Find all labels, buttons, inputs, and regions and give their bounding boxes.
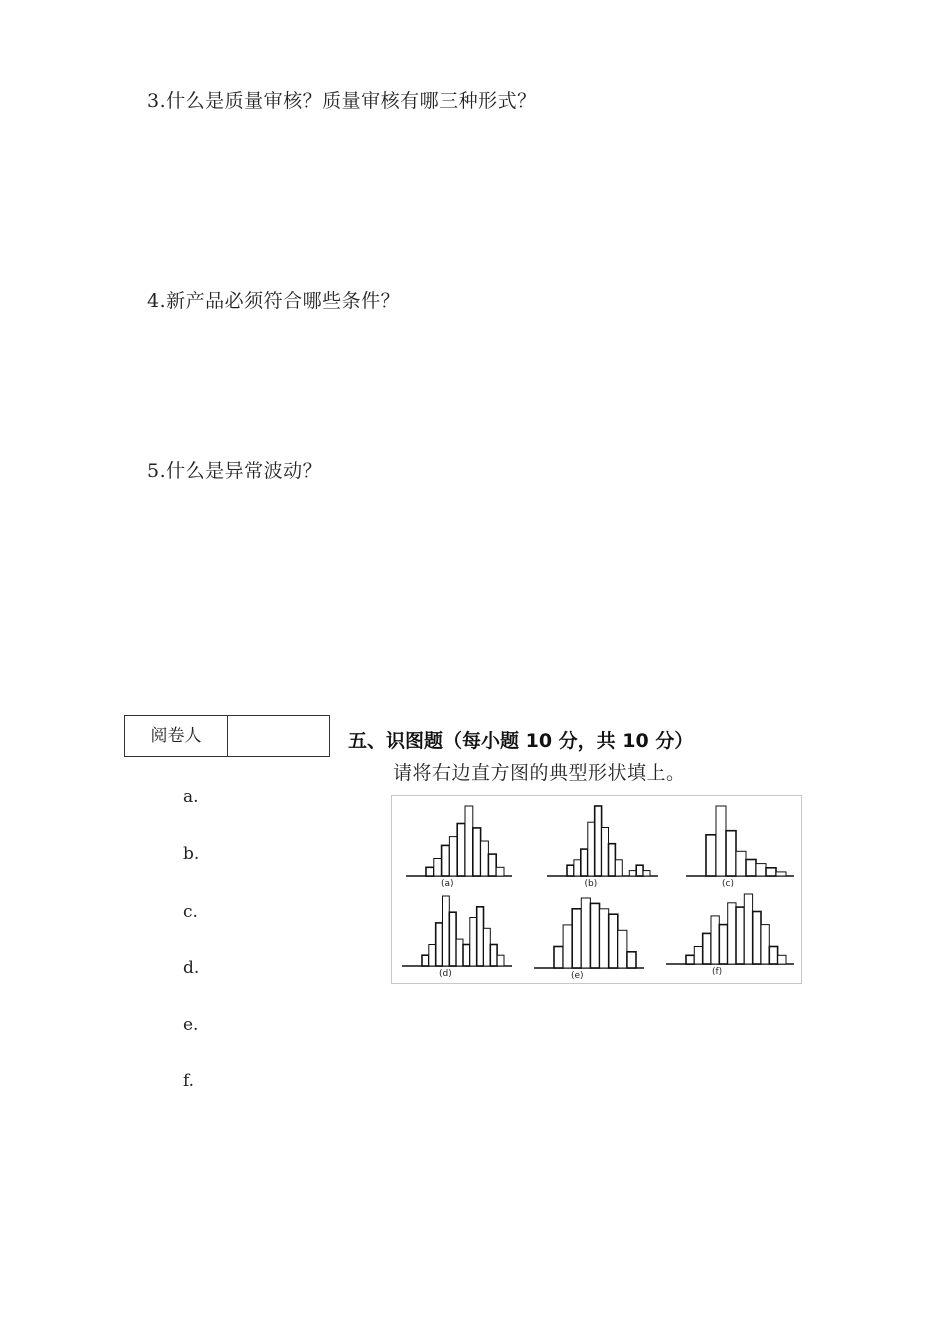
histogram-bar <box>761 925 769 964</box>
histogram-bar <box>636 865 643 876</box>
histogram-bar <box>496 867 504 876</box>
histogram-bar <box>766 868 776 876</box>
histogram-bar <box>554 947 563 969</box>
grader-signature-cell[interactable] <box>228 716 329 756</box>
histogram-e <box>534 898 644 981</box>
histogram-bar <box>719 925 727 964</box>
histogram-grid <box>392 796 803 985</box>
histogram-bar <box>618 930 627 968</box>
histogram-bar <box>465 806 473 876</box>
histogram-bar <box>609 914 618 968</box>
histogram-bar <box>744 894 752 964</box>
histogram-bar <box>706 835 716 876</box>
histogram-bar <box>434 859 442 877</box>
histogram-a <box>406 806 512 889</box>
section-title: 五、识图题（每小题 10 分，共 10 分） <box>348 730 694 752</box>
histogram-bar <box>736 907 744 964</box>
histogram-bar <box>429 945 436 967</box>
histogram-bar <box>600 909 609 968</box>
histogram-bar <box>588 822 595 876</box>
histogram-bar <box>449 837 457 876</box>
histogram-bar <box>769 947 777 965</box>
answer-option-d[interactable]: d. <box>183 958 200 978</box>
histogram-label: (a) <box>441 879 454 889</box>
histogram-bar <box>643 871 650 876</box>
histogram-bar <box>436 923 443 966</box>
histogram-bar <box>422 955 429 966</box>
section-instruction: 请将右边直方图的典型形状填上。 <box>393 762 686 784</box>
histogram-bar <box>778 955 786 964</box>
histogram-f <box>666 894 794 977</box>
answer-option-a[interactable]: a. <box>183 787 199 807</box>
histogram-bar <box>449 912 456 966</box>
question-3: 3.什么是质量审核？质量审核有哪三种形式？ <box>147 90 537 112</box>
histogram-bar <box>490 945 497 967</box>
histogram-bar <box>615 860 622 876</box>
grader-label: 阅卷人 <box>125 716 228 756</box>
histogram-bar <box>595 806 602 876</box>
histogram-bar <box>470 918 477 967</box>
histogram-bar <box>694 947 702 965</box>
histogram-bar <box>703 933 711 964</box>
answer-option-b[interactable]: b. <box>183 844 200 864</box>
histogram-label: (b) <box>584 879 598 889</box>
grader-box <box>124 715 330 757</box>
histogram-bar <box>442 845 450 876</box>
histogram-bar <box>572 909 581 968</box>
histogram-label: (d) <box>439 969 452 979</box>
histogram-bar <box>590 903 599 968</box>
histogram-bar <box>488 854 496 876</box>
answer-option-e[interactable]: e. <box>183 1015 199 1035</box>
histogram-bar <box>726 831 736 876</box>
histogram-bar <box>477 907 484 966</box>
histogram-bar <box>711 916 719 964</box>
histogram-bar <box>457 824 465 877</box>
histogram-bar <box>497 955 504 966</box>
histogram-label: (c) <box>722 879 734 889</box>
histogram-label: (e) <box>571 971 584 981</box>
histogram-bar <box>581 849 588 876</box>
histogram-bar <box>443 896 450 966</box>
histogram-bar <box>456 939 463 966</box>
histogram-bar <box>473 828 481 876</box>
histogram-bar <box>686 955 694 964</box>
question-4: 4.新产品必须符合哪些条件？ <box>147 290 401 312</box>
histogram-bar <box>728 903 736 964</box>
histogram-bar <box>629 871 636 876</box>
histogram-bar <box>716 806 726 876</box>
histogram-b <box>547 806 658 889</box>
answer-option-c[interactable]: c. <box>183 902 198 922</box>
histogram-bar <box>602 828 609 877</box>
histogram-bar <box>463 945 470 967</box>
histogram-bar <box>567 865 574 876</box>
histogram-bar <box>426 867 434 876</box>
histogram-bar <box>627 952 636 968</box>
histogram-bar <box>776 872 786 876</box>
question-5: 5.什么是异常波动？ <box>147 460 323 482</box>
histogram-c <box>686 806 794 889</box>
histogram-figure <box>391 795 802 984</box>
answer-option-f[interactable]: f. <box>183 1071 195 1091</box>
histogram-bar <box>746 860 756 877</box>
histogram-bar <box>753 912 761 965</box>
histogram-bar <box>481 841 489 876</box>
histogram-bar <box>736 851 746 876</box>
histogram-d <box>402 896 512 979</box>
histogram-label: (f) <box>712 967 723 977</box>
histogram-bar <box>574 860 581 876</box>
histogram-bar <box>563 925 572 968</box>
histogram-bar <box>581 898 590 968</box>
histogram-bar <box>609 844 616 876</box>
histogram-bar <box>484 928 491 966</box>
histogram-bar <box>756 864 766 876</box>
